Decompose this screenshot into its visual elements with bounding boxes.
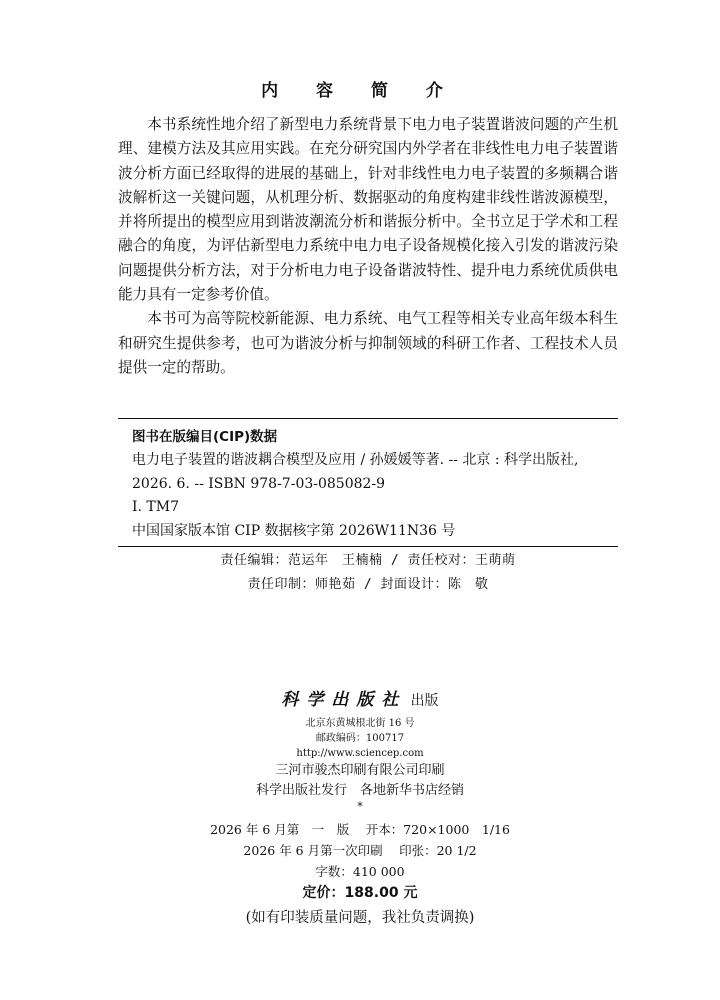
publisher-name-line: [0, 686, 720, 716]
intro-paragraph-2: 本书可为高等院校新能源、电力系统、电气工程等相关专业高年级本科生和研究生提供参考，也可为谐波分析与抑制领域的科研工作者、工程技术人员提供一定的帮助。: [118, 310, 618, 376]
cip-heading: 图书在版编目(CIP)数据: [132, 429, 278, 445]
publisher-url: http://www.sciencep.com: [296, 748, 424, 759]
word-count: 字数：410 000: [315, 864, 405, 879]
staff-line-2: 责任印制：师艳茹 / 封面设计：陈 敬: [247, 577, 489, 592]
cip-data-block: [118, 418, 618, 547]
book-introduction: [118, 113, 618, 380]
page-title: 内 容 简 介: [261, 81, 459, 101]
publisher-address: 北京东黄城根北街 16 号: [305, 718, 415, 729]
cip-classification: Ⅰ. TM7: [132, 499, 180, 515]
staff-line-1: 责任编辑：范运年 王楠楠 / 责任校对：王萌萌: [220, 553, 516, 568]
print-line: 2026 年 6 月第一次印刷 印张：20 1/2: [243, 843, 477, 858]
price: 定价：188.00 元: [302, 885, 418, 901]
editorial-staff: [118, 549, 618, 597]
printer: 三河市骏杰印刷有限公司印刷: [275, 763, 445, 778]
separator-star: *: [357, 800, 363, 813]
quality-note: (如有印装质量问题，我社负责调换): [245, 910, 475, 926]
publisher-info: [0, 686, 720, 932]
cip-record-number: 中国国家版本馆 CIP 数据核字第 2026W11N36 号: [132, 522, 456, 539]
intro-paragraph-1: 本书系统性地介绍了新型电力系统背景下电力电子装置谐波问题的产生机理、建模方法及其应用实践。在充分研究国内外学者在非线性电力电子装置谐波分析方面已经取得的进展的基础上，针对非线性电力电子装置的多频耦合谐波解析这一关键问题，从机理分析、数据驱动的角度构建非线性谐波源模型，并将所提出的模型应用到谐波潮流分析和谐振分析中。全书立足于学术和工程融合的角度，为评估新型电力系统中电力电子设备规模化接入引发的谐波污染问题提供分析方法，对于分析电力电子设备谐波特性、提升电力系统优质供电能力具有一定参考价值。: [118, 116, 618, 304]
distribution: 科学出版社发行 各地新华书店经销: [255, 783, 464, 798]
publisher-suffix: 出版: [410, 693, 439, 709]
cip-entry: 电力电子装置的谐波耦合模型及应用 / 孙媛媛等著. -- 北京 : 科学出版社, 2026. 6. -- ISBN 978-7-03-085082-9: [132, 452, 579, 492]
publisher-logo-text: 科学出版社: [281, 690, 407, 710]
publisher-postcode: 邮政编码：100717: [315, 733, 405, 744]
edition-line: 2026 年 6 月第 一 版 开本：720×1000 1/16: [210, 822, 510, 837]
